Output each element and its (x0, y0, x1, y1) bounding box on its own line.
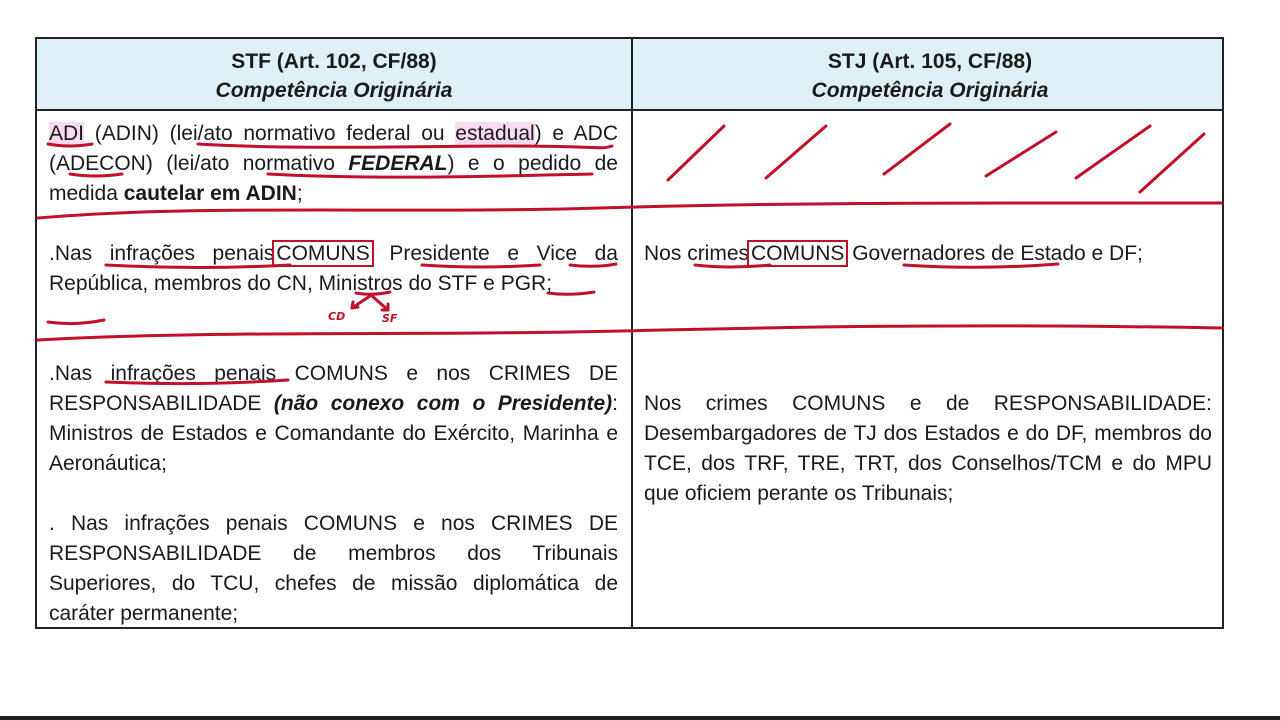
text-span: e (489, 242, 537, 265)
row3-left-p2: . Nas infrações penais COMUNS e nos CRIMES DE RESPONSABILIDADE de membros dos Tribunais Superiores, do TCU, chefes de missão diplomática de caráter permanente; (49, 512, 618, 625)
row2-left-cell (49, 239, 618, 299)
header-stj-subtitle: Competência Originária (811, 79, 1049, 102)
table-header-row (37, 39, 1222, 111)
bottom-border-bar (0, 716, 1280, 720)
nao-conexo-term: (não conexo com o Presidente) (273, 392, 613, 415)
text-span: , Ministros do (306, 272, 438, 295)
text-span: .Nas (49, 242, 110, 265)
comuns-boxed-right: COMUNS (751, 242, 845, 265)
text-span: (ADIN) ( (84, 122, 177, 145)
text-span: (ADECON) ( (49, 152, 174, 175)
pgr-term: PGR (500, 272, 547, 295)
presidente-term: Presidente (389, 242, 490, 265)
text-span: de Estado e DF; (985, 242, 1143, 265)
comuns-boxed: COMUNS (276, 242, 370, 265)
federal-term: FEDERAL (348, 152, 448, 175)
row2-right-text (644, 239, 1212, 269)
header-stf (37, 47, 631, 105)
cautelar-term: cautelar em ADIN (123, 182, 297, 205)
vice-term: Vice (536, 242, 578, 265)
text-span: .Nas (49, 362, 111, 385)
governadores-term: Governadores (852, 242, 986, 265)
row1-left-text (49, 119, 618, 209)
text-span: ; (546, 272, 553, 295)
row3-left-cell (49, 359, 618, 629)
text-span: e (477, 272, 501, 295)
header-stj-title: STJ (Art. 105, CF/88) (827, 50, 1033, 73)
text-span: lei/ato normativo (173, 152, 349, 175)
text-span (372, 242, 390, 265)
annotation-cd: CD (328, 310, 346, 323)
adi-term: ADI (49, 122, 85, 145)
text-span: ) e (534, 122, 574, 145)
row3-right-cell (644, 389, 1212, 509)
row2-left-text (49, 239, 618, 299)
row2-right-cell (644, 239, 1212, 269)
header-stf-title: STF (Art. 102, CF/88) (231, 50, 437, 73)
row1-left-cell (49, 119, 618, 209)
text-span: Nos (644, 242, 688, 265)
row3-left-p1 (49, 359, 618, 479)
column-divider (631, 39, 633, 627)
header-stf-subtitle: Competência Originária (215, 79, 453, 102)
adc-term: ADC (573, 122, 618, 145)
cn-term: CN (276, 272, 307, 295)
text-span: ; (296, 182, 303, 205)
estadual-term: estadual (455, 122, 535, 145)
text-span: : Ministros de Estados e Comandante do Exército, Marinha e Aeronáutica; (49, 392, 618, 475)
crimes-term: crimes (687, 242, 750, 265)
text-span: ) e o pedido de medida (49, 152, 618, 205)
infracoes-term-2: infrações penais (110, 362, 277, 385)
stf-term: STF (437, 272, 478, 295)
text-span: COMUNS e nos CRIMES DE RESPONSABILIDADE (49, 362, 618, 415)
text-span: lei/ato normativo federal ou (176, 122, 456, 145)
text-span: da República, membros do (49, 242, 618, 295)
competencia-table (35, 37, 1224, 629)
annotation-sf: SF (382, 312, 398, 325)
row3-right-p1: Nos crimes COMUNS e de RESPONSABILIDADE: Desembargadores de TJ dos Estados e do DF, membros do TCE, dos TRF, TRE, TRT, dos Conselhos/TCM e do MPU que oficiem perante os Tribunais; (644, 392, 1212, 505)
infracoes-term: infrações penais (109, 242, 275, 265)
header-stj (633, 47, 1227, 105)
